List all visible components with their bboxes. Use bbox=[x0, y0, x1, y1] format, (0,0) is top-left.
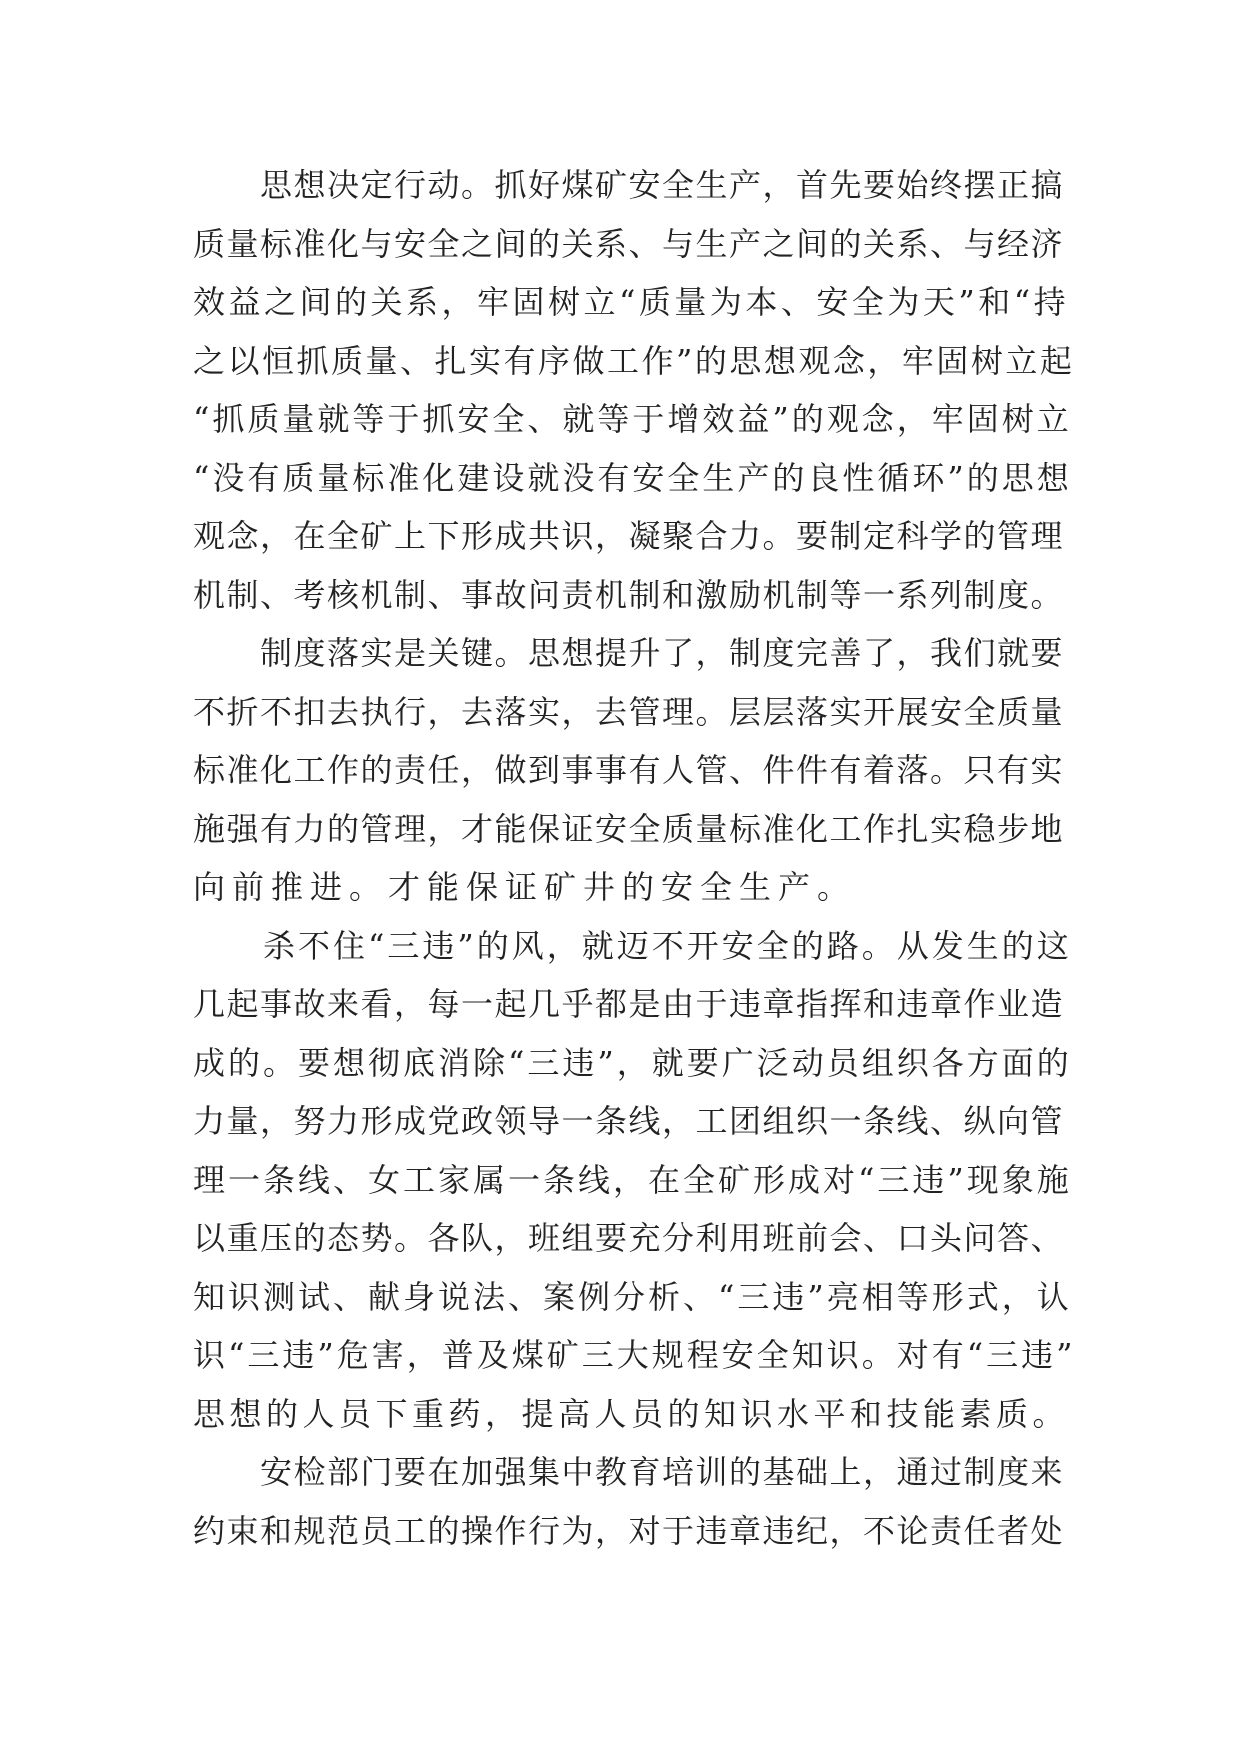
text-line: “没有质量标准化建设就没有安全生产的良性循环”的思想 bbox=[193, 458, 1072, 497]
text-line: 制度落实是关键。思想提升了，制度完善了，我们就要 bbox=[193, 634, 1065, 672]
text-line: 约束和规范员工的操作行为，对于违章违纪，不论责任者处 bbox=[193, 1511, 1065, 1550]
text-line: 知识测试、献身说法、案例分析、“三违”亮相等形式，认 bbox=[193, 1277, 1072, 1316]
text-line: 质量标准化与安全之间的关系、与生产之间的关系、与经济 bbox=[193, 224, 1065, 263]
paragraph-system bbox=[193, 624, 1065, 917]
text-line: 标准化工作的责任，做到事事有人管、件件有着落。只有实 bbox=[193, 751, 1065, 789]
text-line: 理一条线、女工家属一条线，在全矿形成对“三违”现象施 bbox=[193, 1160, 1072, 1199]
text-line: 向前推进。才能保证矿井的安全生产。 bbox=[193, 868, 857, 906]
text-line: 思想决定行动。抓好煤矿安全生产，首先要始终摆正搞 bbox=[193, 166, 1065, 204]
text-line: 思想的人员下重药，提高人员的知识水平和技能素质。 bbox=[193, 1394, 1070, 1433]
paragraph-safety-inspection bbox=[193, 1443, 1065, 1560]
text-line: 识“三违”危害，普及煤矿三大规程安全知识。对有“三违” bbox=[193, 1336, 1076, 1374]
text-line: 机制、考核机制、事故问责机制和激励机制等一系列制度。 bbox=[193, 575, 1065, 614]
text-line: 几起事故来看，每一起几乎都是由于违章指挥和违章作业造 bbox=[193, 985, 1065, 1023]
text-line: 安检部门要在加强集中教育培训的基础上，通过制度来 bbox=[193, 1453, 1065, 1491]
text-line: 观念，在全矿上下形成共识，凝聚合力。要制定科学的管理 bbox=[193, 517, 1065, 555]
paragraph-three-violations bbox=[193, 917, 1076, 1444]
paragraph-thinking bbox=[193, 156, 1075, 624]
text-line: 成的。要想彻底消除“三违”，就要广泛动员组织各方面的 bbox=[193, 1043, 1072, 1082]
document-body bbox=[193, 156, 1076, 1560]
text-line: “抓质量就等于抓安全、就等于增效益”的观念，牢固树立 bbox=[193, 400, 1072, 438]
text-line: 力量，努力形成党政领导一条线，工团组织一条线、纵向管 bbox=[193, 1102, 1065, 1140]
text-line: 施强有力的管理，才能保证安全质量标准化工作扎实稳步地 bbox=[193, 809, 1065, 848]
text-line: 不折不扣去执行，去落实，去管理。层层落实开展安全质量 bbox=[193, 692, 1065, 731]
text-line: 效益之间的关系，牢固树立“质量为本、安全为天”和“持 bbox=[193, 283, 1070, 321]
text-line: 以重压的态势。各队，班组要充分利用班前会、口头问答、 bbox=[193, 1219, 1065, 1257]
text-line: 之以恒抓质量、扎实有序做工作”的思想观念，牢固树立起 bbox=[193, 341, 1075, 380]
text-line: 杀不住“三违”的风，就迈不开安全的路。从发生的这 bbox=[193, 926, 1072, 965]
